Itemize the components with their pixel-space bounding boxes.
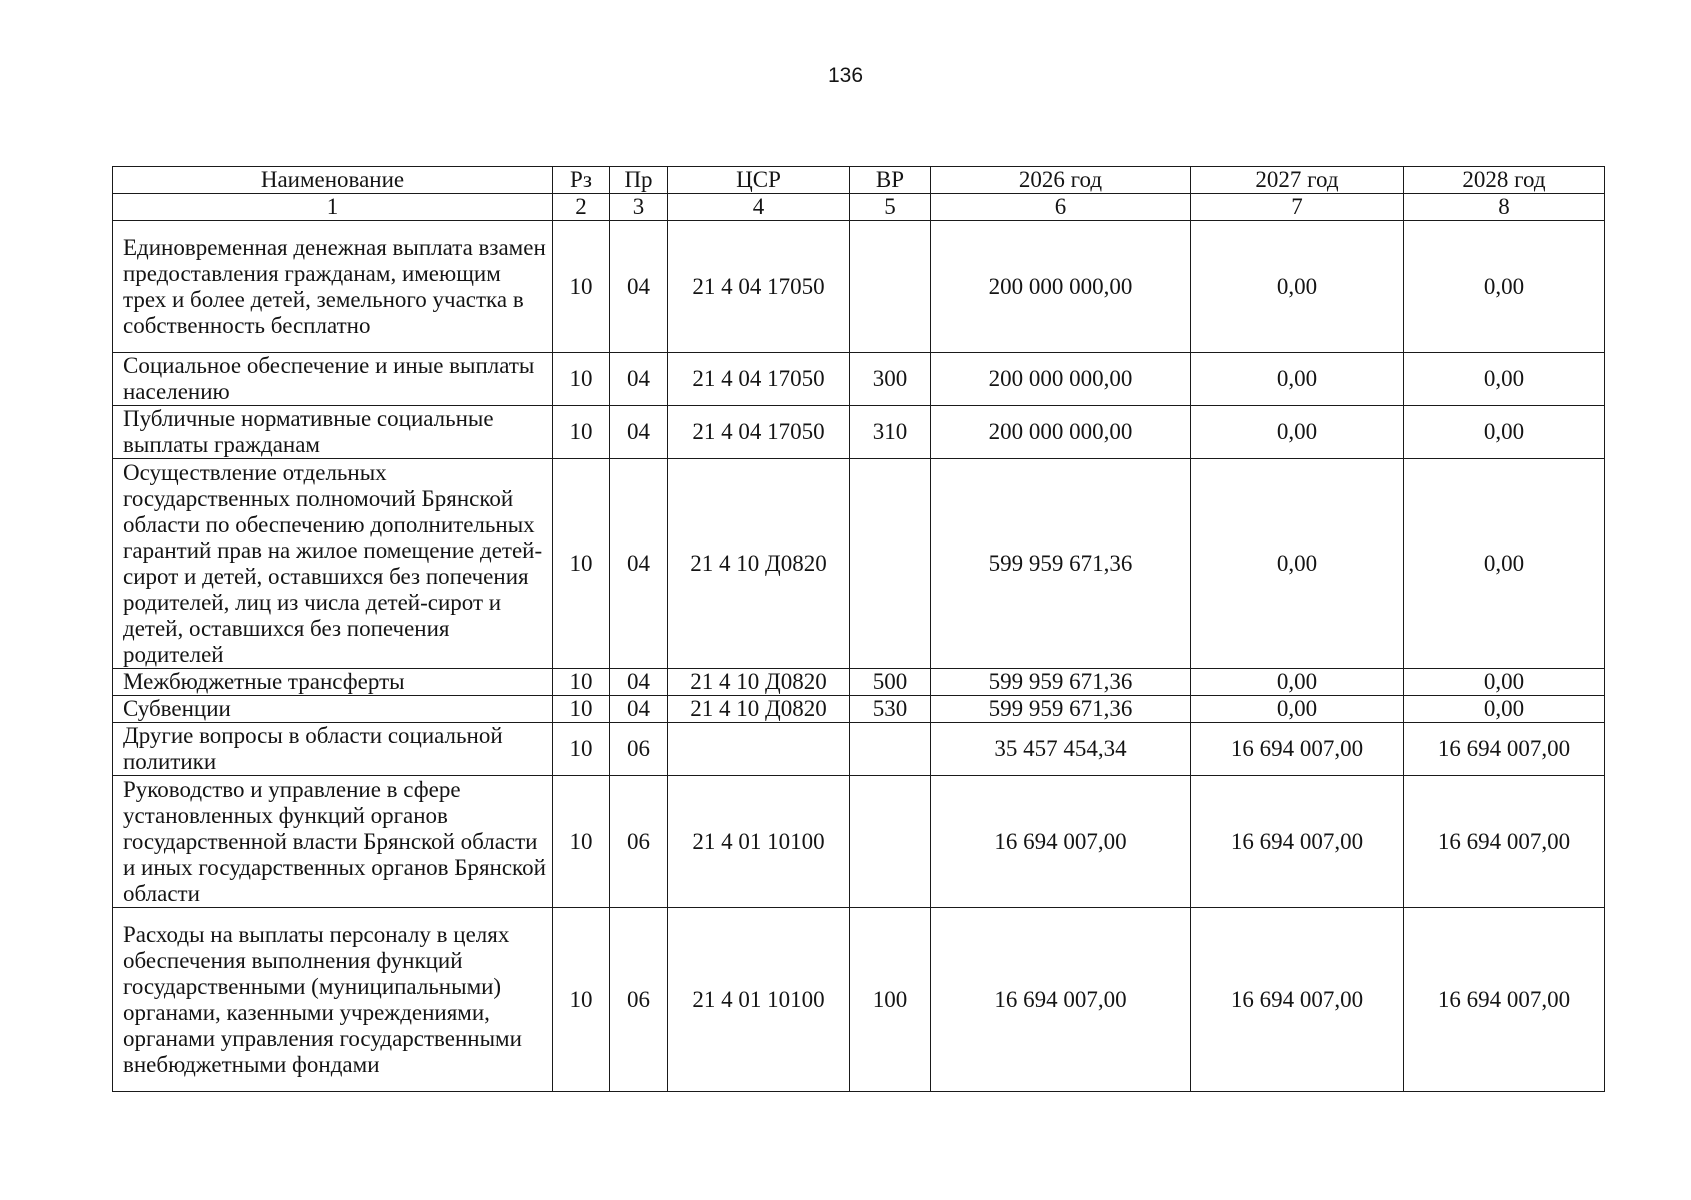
row-csr: 21 4 01 10100 xyxy=(668,776,850,908)
table-row xyxy=(113,723,1605,776)
row-2026: 16 694 007,00 xyxy=(931,908,1191,1092)
table-row xyxy=(113,776,1605,908)
row-vr: 530 xyxy=(850,696,931,723)
page-number: 136 xyxy=(827,64,864,87)
table-row xyxy=(113,908,1605,1092)
column-number: 6 xyxy=(931,194,1191,221)
row-2028: 0,00 xyxy=(1404,459,1605,669)
row-vr xyxy=(850,723,931,776)
header-csr: ЦСР xyxy=(668,167,850,194)
row-2027: 0,00 xyxy=(1191,669,1404,696)
row-rz: 10 xyxy=(553,723,610,776)
row-2027: 16 694 007,00 xyxy=(1191,723,1404,776)
column-number-row xyxy=(113,194,1605,221)
row-2026: 200 000 000,00 xyxy=(931,406,1191,459)
row-2027: 16 694 007,00 xyxy=(1191,908,1404,1092)
header-2028: 2028 год xyxy=(1404,167,1605,194)
row-pr: 06 xyxy=(610,776,668,908)
row-rz: 10 xyxy=(553,908,610,1092)
column-number: 7 xyxy=(1191,194,1404,221)
row-csr: 21 4 04 17050 xyxy=(668,353,850,406)
row-pr: 04 xyxy=(610,669,668,696)
row-pr: 06 xyxy=(610,908,668,1092)
row-2026: 16 694 007,00 xyxy=(931,776,1191,908)
row-name: Руководство и управление в сфере установленных функций органов государственной власти Брянской области и иных государственных органов Брянской области xyxy=(113,776,553,908)
row-csr: 21 4 10 Д0820 xyxy=(668,669,850,696)
header-2027: 2027 год xyxy=(1191,167,1404,194)
row-2027: 0,00 xyxy=(1191,221,1404,353)
header-row xyxy=(113,167,1605,194)
row-2028: 0,00 xyxy=(1404,406,1605,459)
row-csr: 21 4 10 Д0820 xyxy=(668,696,850,723)
row-rz: 10 xyxy=(553,696,610,723)
row-csr: 21 4 10 Д0820 xyxy=(668,459,850,669)
row-name: Межбюджетные трансферты xyxy=(113,669,553,696)
row-2026: 599 959 671,36 xyxy=(931,459,1191,669)
row-2028: 0,00 xyxy=(1404,696,1605,723)
row-2028: 0,00 xyxy=(1404,221,1605,353)
row-pr: 04 xyxy=(610,221,668,353)
row-2026: 35 457 454,34 xyxy=(931,723,1191,776)
row-pr: 04 xyxy=(610,459,668,669)
header-rz: Рз xyxy=(553,167,610,194)
row-name: Осуществление отдельных государственных полномочий Брянской области по обеспечению дополнительных гарантий прав на жилое помещение детей-сирот и детей, оставшихся без попечения родителей, лиц из числа детей-сирот и детей, оставшихся без попечения родителей xyxy=(113,459,553,669)
row-pr: 04 xyxy=(610,696,668,723)
row-rz: 10 xyxy=(553,353,610,406)
row-2026: 200 000 000,00 xyxy=(931,353,1191,406)
budget-table xyxy=(112,166,1605,1092)
column-number: 1 xyxy=(113,194,553,221)
row-name: Публичные нормативные социальные выплаты гражданам xyxy=(113,406,553,459)
row-csr: 21 4 04 17050 xyxy=(668,221,850,353)
row-2028: 16 694 007,00 xyxy=(1404,776,1605,908)
column-number: 3 xyxy=(610,194,668,221)
row-2028: 16 694 007,00 xyxy=(1404,908,1605,1092)
row-vr: 300 xyxy=(850,353,931,406)
row-rz: 10 xyxy=(553,459,610,669)
row-rz: 10 xyxy=(553,221,610,353)
row-2028: 0,00 xyxy=(1404,353,1605,406)
column-number: 2 xyxy=(553,194,610,221)
column-number: 8 xyxy=(1404,194,1605,221)
column-number: 4 xyxy=(668,194,850,221)
row-csr: 21 4 04 17050 xyxy=(668,406,850,459)
header-pr: Пр xyxy=(610,167,668,194)
row-2027: 0,00 xyxy=(1191,459,1404,669)
row-pr: 06 xyxy=(610,723,668,776)
row-csr xyxy=(668,723,850,776)
row-rz: 10 xyxy=(553,406,610,459)
row-vr: 500 xyxy=(850,669,931,696)
row-vr: 310 xyxy=(850,406,931,459)
row-name: Социальное обеспечение и иные выплаты населению xyxy=(113,353,553,406)
row-rz: 10 xyxy=(553,669,610,696)
row-2026: 200 000 000,00 xyxy=(931,221,1191,353)
row-2028: 16 694 007,00 xyxy=(1404,723,1605,776)
row-vr xyxy=(850,776,931,908)
table-row xyxy=(113,221,1605,353)
row-pr: 04 xyxy=(610,406,668,459)
column-number: 5 xyxy=(850,194,931,221)
row-vr xyxy=(850,221,931,353)
row-2026: 599 959 671,36 xyxy=(931,669,1191,696)
row-2027: 0,00 xyxy=(1191,406,1404,459)
header-2026: 2026 год xyxy=(931,167,1191,194)
row-pr: 04 xyxy=(610,353,668,406)
row-name: Расходы на выплаты персоналу в целях обеспечения выполнения функций государственными (муниципальными) органами, казенными учреждениями, органами управления государственными внебюджетными фондами xyxy=(113,908,553,1092)
row-vr xyxy=(850,459,931,669)
row-2026: 599 959 671,36 xyxy=(931,696,1191,723)
row-name: Другие вопросы в области социальной политики xyxy=(113,723,553,776)
row-2027: 0,00 xyxy=(1191,696,1404,723)
table-row xyxy=(113,406,1605,459)
row-name: Субвенции xyxy=(113,696,553,723)
table-row xyxy=(113,696,1605,723)
row-name: Единовременная денежная выплата взамен предоставления гражданам, имеющим трех и более детей, земельного участка в собственность бесплатно xyxy=(113,221,553,353)
row-2027: 16 694 007,00 xyxy=(1191,776,1404,908)
table-row xyxy=(113,669,1605,696)
row-vr: 100 xyxy=(850,908,931,1092)
header-name: Наименование xyxy=(113,167,553,194)
row-rz: 10 xyxy=(553,776,610,908)
row-2028: 0,00 xyxy=(1404,669,1605,696)
table-row xyxy=(113,353,1605,406)
row-csr: 21 4 01 10100 xyxy=(668,908,850,1092)
row-2027: 0,00 xyxy=(1191,353,1404,406)
table-row xyxy=(113,459,1605,669)
header-vr: ВР xyxy=(850,167,931,194)
